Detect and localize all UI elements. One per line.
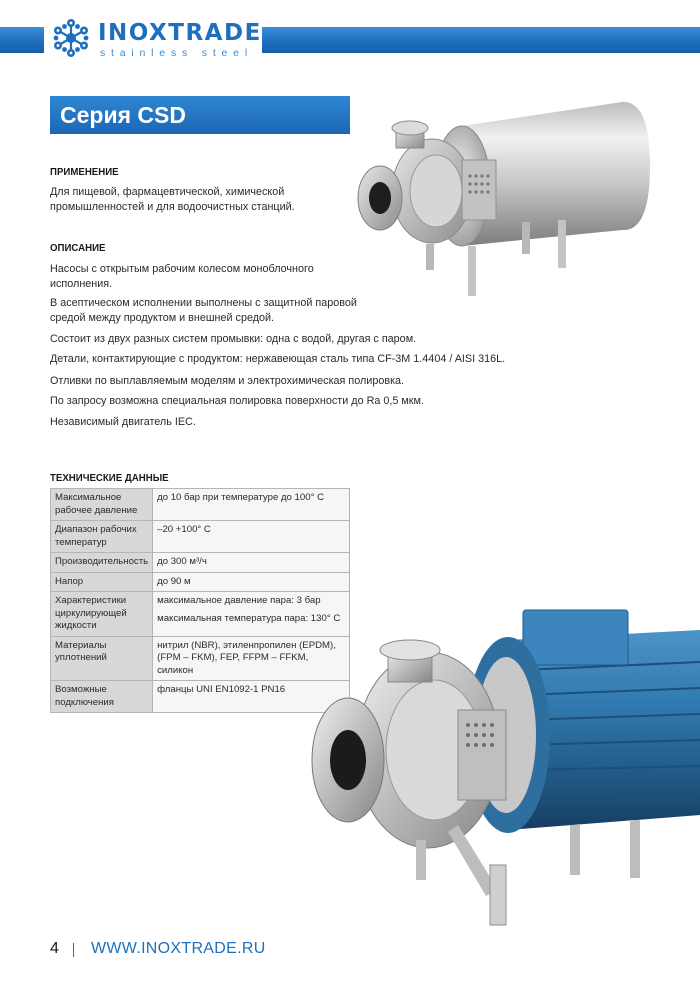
description-paragraph-2 <box>50 296 357 326</box>
description-paragraph-6: По запросу возможна специальная полировка поверхности до Ra 0,5 мкм. <box>50 395 424 407</box>
table-row <box>51 521 350 553</box>
spec-value <box>153 553 350 573</box>
spec-key <box>51 572 153 592</box>
description-line: Насосы с открытым рабочим колесом моноблочного <box>50 263 314 275</box>
spec-key-line: Характеристики <box>55 595 127 606</box>
spec-key-line: Напор <box>55 575 84 587</box>
application-text <box>50 185 295 215</box>
description-line: В асептическом исполнении выполнены с защитной паровой <box>50 297 357 309</box>
spec-key <box>51 636 153 681</box>
spec-value <box>153 572 350 592</box>
spec-key-line: подключения <box>55 696 114 708</box>
stainless-pump-icon <box>352 96 652 306</box>
spec-value-line: максимальная температура пара: 130° С <box>157 612 341 624</box>
table-row <box>51 489 350 521</box>
brand-tagline: stainless steel <box>100 47 253 59</box>
footer-divider <box>73 943 74 957</box>
table-row <box>51 553 350 573</box>
spec-value-line: до 90 м <box>157 575 191 587</box>
description-line: средой между продуктом и внешней средой. <box>50 312 275 324</box>
spec-key-line: Максимальное <box>55 492 122 503</box>
description-line: исполнения. <box>50 278 113 290</box>
spec-key <box>51 553 153 573</box>
spec-key <box>51 489 153 521</box>
page-number: 4 <box>50 940 59 957</box>
spec-key-line: Материалы <box>55 639 107 651</box>
application-heading: ПРИМЕНЕНИЕ <box>50 166 119 178</box>
spec-key-line: Производительность <box>55 556 149 567</box>
spec-value-line: до 300 м³/ч <box>157 556 207 567</box>
website-link[interactable]: WWW.INOXTRADE.RU <box>91 940 266 957</box>
application-line: Для пищевой, фармацевтической, химической <box>50 186 285 198</box>
description-paragraph-4: Детали, контактирующие с продуктом: нержавеющая сталь типа CF-3M 1.4404 / AISI 316L. <box>50 353 506 365</box>
application-line: промышленностей и для водоочистных станций. <box>50 201 295 213</box>
spec-key-line: Диапазон рабочих <box>55 524 137 535</box>
spec-value-line: фланцы UNI EN1092-1 PN16 <box>157 684 286 695</box>
description-heading: ОПИСАНИЕ <box>50 242 106 254</box>
description-paragraph-3: Состоит из двух разных систем промывки: одна с водой, другая с паром. <box>50 333 417 345</box>
spec-key <box>51 681 153 713</box>
specs-table <box>50 488 350 713</box>
description-paragraph-5: Отливки по выплавляемым моделям и электрохимическая полировка. <box>50 375 405 387</box>
table-row <box>51 592 350 637</box>
spec-key-line: Возможные <box>55 684 107 695</box>
spec-key <box>51 592 153 637</box>
table-row <box>51 681 350 713</box>
spec-key-line: рабочее давление <box>55 504 138 516</box>
spec-key-line: температур <box>55 536 107 548</box>
specs-heading: ТЕХНИЧЕСКИЕ ДАННЫЕ <box>50 472 169 484</box>
spec-value-line: –20 +100° С <box>157 524 211 535</box>
spec-key-line: жидкости <box>55 620 97 631</box>
spec-value <box>153 489 350 521</box>
table-row <box>51 636 350 681</box>
spec-value-line: максимальное давление пара: 3 бар <box>157 595 321 606</box>
brand-logo[interactable] <box>44 14 262 64</box>
series-title: Серия CSD <box>50 96 350 134</box>
spec-value-line: нитрил (NBR), этиленпропилен (EPDM), <box>157 639 336 651</box>
description-paragraph-1 <box>50 262 314 292</box>
spec-value-line: до 10 бар при температуре до 100° С <box>157 492 324 503</box>
spec-key <box>51 521 153 553</box>
spec-value-line: (FPM – FKM), FEP, FFPM – FFKM, силикон <box>157 652 309 676</box>
description-paragraph-7: Независимый двигатель IEC. <box>50 416 196 428</box>
spec-value <box>153 521 350 553</box>
table-row <box>51 572 350 592</box>
snowflake-logo-icon <box>50 17 92 59</box>
spec-key-line: циркулирующей <box>55 607 127 619</box>
blue-motor-pump-icon <box>308 600 700 935</box>
spec-key-line: уплотнений <box>55 652 107 663</box>
brand-name: INOXTRADE <box>98 20 262 46</box>
